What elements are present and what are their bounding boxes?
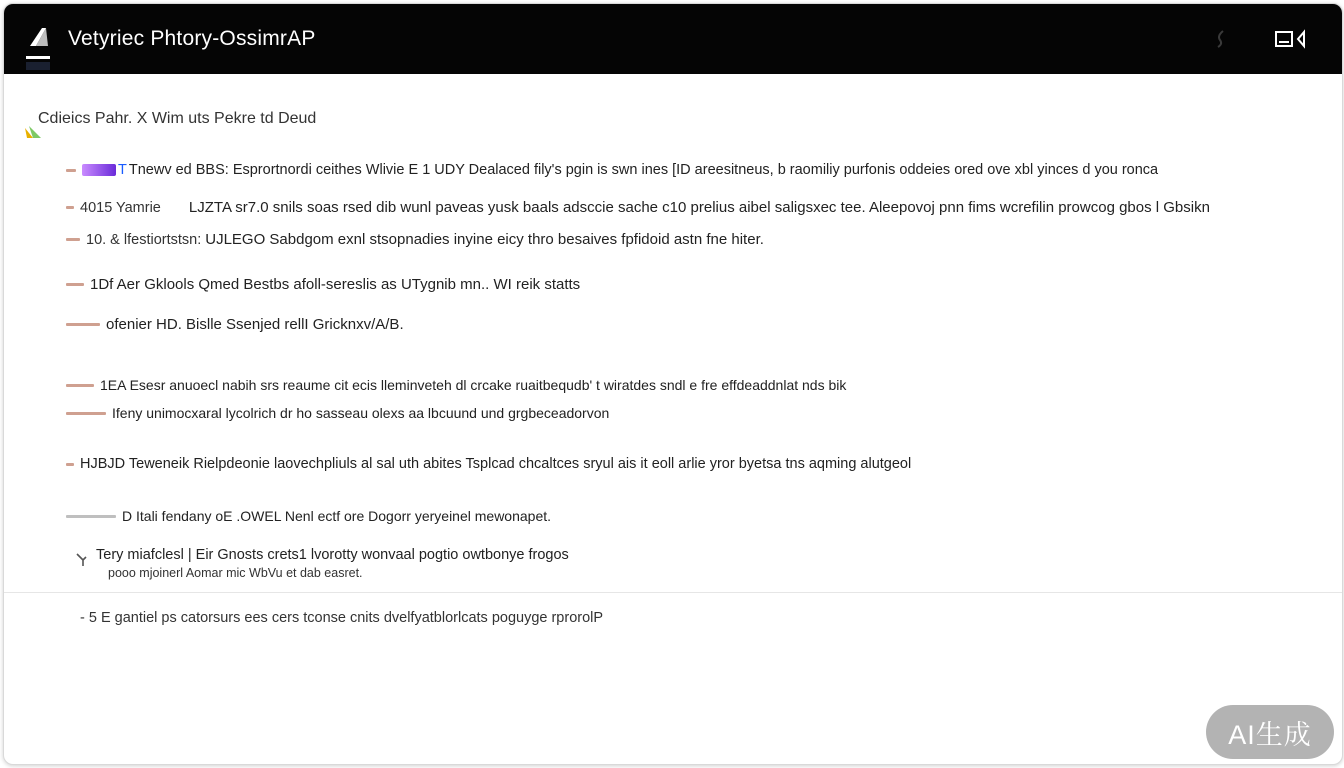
list-item[interactable] bbox=[66, 508, 551, 524]
list-item[interactable] bbox=[66, 162, 1158, 178]
list-item[interactable] bbox=[66, 377, 846, 393]
pin-icon bbox=[74, 551, 92, 569]
app-window bbox=[3, 3, 1343, 765]
highlight-badge bbox=[82, 164, 116, 176]
status-icon[interactable] bbox=[1208, 26, 1234, 52]
divider bbox=[4, 592, 1342, 593]
row-text: HJBJD Teweneik Rielpdeonie laovechpliuls al sal uth abites Tsplcad chcaltces sryul ais it eoll arlie yror byetsa tns aqming alutgeol bbox=[80, 456, 912, 472]
section-heading: Cdieics Pahr. X Wim uts Pekre td Deud bbox=[38, 110, 317, 127]
row-text: Tnewv ed BBS: Esprortnordi ceithes Wlivie E 1 UDY Dealaced fily's pgin is swn ines [ID areesitneus, b raomiliy purfonis oddeies ored ove xbl yinces d you ronca bbox=[128, 162, 1159, 178]
title-bar bbox=[4, 4, 1342, 74]
row-text: ofenier HD. Bislle Ssenjed rellI Gricknxv/A/B. bbox=[106, 316, 404, 333]
row-dash bbox=[66, 412, 106, 415]
row-prefix: T bbox=[118, 162, 127, 178]
row-dash bbox=[66, 169, 76, 172]
list-item[interactable] bbox=[66, 199, 1210, 216]
list-item[interactable] bbox=[66, 276, 580, 293]
row-dash bbox=[66, 238, 80, 241]
row-text: LJZTA sr7.0 snils soas rsed dib wunl paveas yusk baals adsccie sache c10 prelius aibel saligsxec tee. Aleepovoj pnn fims wcrefilin prowcog gbos l Gbsikn bbox=[188, 199, 1210, 216]
window-toggle-icon[interactable] bbox=[1272, 26, 1312, 52]
list-item[interactable] bbox=[66, 316, 404, 333]
row-text: 1Df Aer Gklools Qmed Bestbs afoll-sereslis as UTygnib mn.. WI reik statts bbox=[90, 276, 581, 293]
row-dash bbox=[66, 283, 84, 286]
row-dash bbox=[66, 463, 74, 466]
ai-generated-watermark: AI生成 bbox=[1206, 705, 1334, 759]
app-logo-icon[interactable] bbox=[20, 22, 60, 70]
row-dash bbox=[66, 384, 94, 387]
row-dash bbox=[66, 323, 100, 326]
list-item[interactable] bbox=[66, 231, 764, 248]
row-prefix: 10. & lfestiortstsn: bbox=[86, 231, 202, 248]
row-dash bbox=[66, 515, 116, 518]
window-title: Vetyriec Phtory-OssimrAP bbox=[68, 27, 316, 50]
row-text: 1EA Esesr anuoecl nabih srs reaume cit ecis lleminveteh dl crcake ruaitbequdb' t wiratdes sndl e fre effdeaddnlat nds bik bbox=[100, 377, 847, 393]
note-title: Tery miafclesl | Eir Gnosts crets1 lvorotty wonvaal pogtio owtbonye frogos bbox=[96, 547, 569, 563]
row-dash bbox=[66, 206, 74, 209]
row-text: D Itali fendany oE .OWEL Nenl ectf ore Dogorr yeryeinel mewonapet. bbox=[122, 508, 552, 524]
row-text: UJLEGO Sabdgom exnl stsopnadies inyine eicy thro besaives fpfidoid astn fne hiter. bbox=[205, 231, 764, 248]
row-text: Ifeny unimocxaral lycolrich dr ho sasseau olexs aa lbcuund und grgbeceadorvon bbox=[112, 405, 610, 421]
list-item[interactable] bbox=[66, 405, 609, 421]
list-item[interactable] bbox=[66, 456, 911, 472]
info-note bbox=[74, 547, 569, 580]
footer-text: - 5 E gantiel ps catorsurs ees cers tconse cnits dvelfyatblorlcats poguyge rprorolP bbox=[80, 610, 604, 626]
note-subtitle: pooo mjoinerl Aomar mic WbVu et dab easret. bbox=[108, 566, 363, 580]
row-prefix: 4015 Yamrie bbox=[80, 199, 161, 216]
